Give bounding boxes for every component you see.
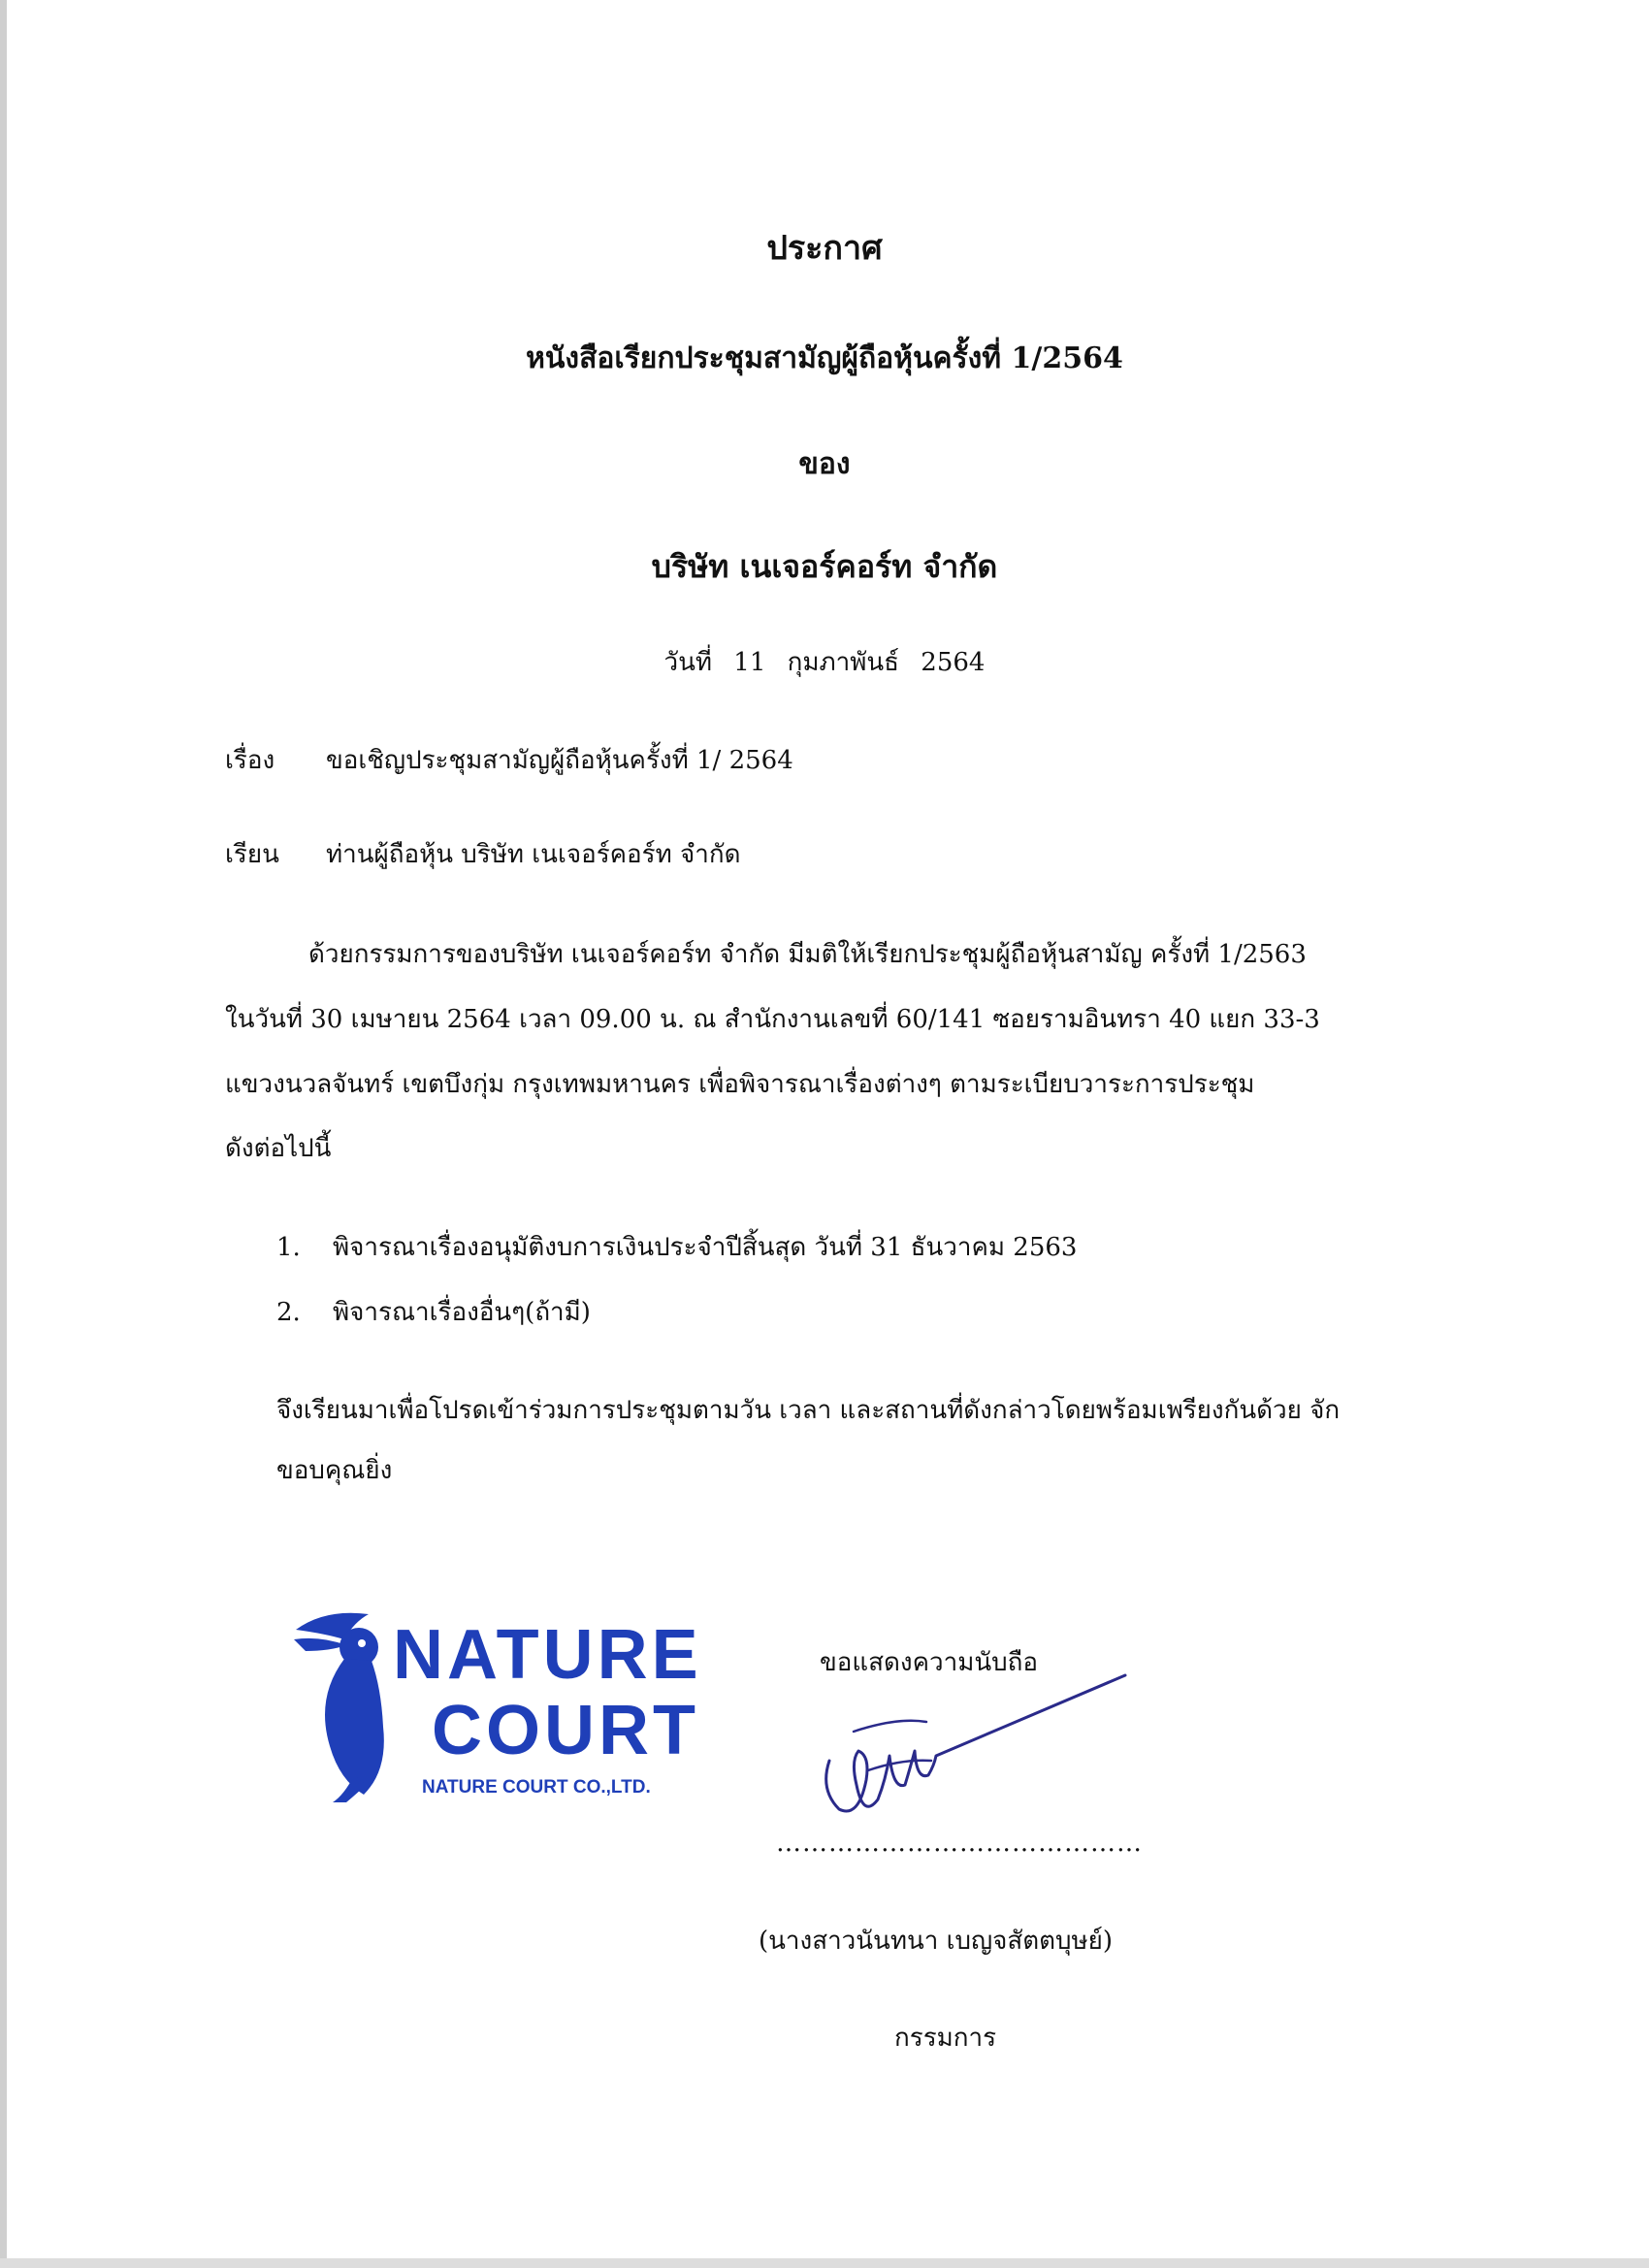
subject-row bbox=[225, 740, 793, 780]
body-line: ในวันที่ 30 เมษายน 2564 เวลา 09.00 น. ณ สำนักงานเลขที่ 60/141 ซอยรามอินทรา 40 แยก 33-3 bbox=[225, 1005, 1320, 1034]
stamp-line1: NATURE bbox=[393, 1616, 702, 1694]
company-name: บริษัท เนเจอร์คอร์ท จำกัด bbox=[651, 548, 998, 585]
sign-off-greeting: ขอแสดงความนับถือ bbox=[820, 1648, 1038, 1677]
to-row bbox=[225, 834, 741, 874]
closing-line: จึงเรียนมาเพื่อโปรดเข้าร่วมการประชุมตามวัน เวลา และสถานที่ดังกล่าวโดยพร้อมเพรียงกันด้วย จัก bbox=[276, 1396, 1341, 1425]
subject-text: ขอเชิญประชุมสามัญผู้ถือหุ้นครั้งที่ 1/ 2564 bbox=[326, 746, 793, 775]
body-line: ดังต่อไปนี้ bbox=[225, 1134, 332, 1163]
stamp-line2: COURT bbox=[432, 1692, 699, 1769]
agenda-number: 2. bbox=[276, 1298, 301, 1327]
to-label: เรียน bbox=[225, 840, 279, 869]
signer-name: (นางสาวนันทนา เบญจสัตตบุษย์) bbox=[759, 1927, 1114, 1956]
to-text: ท่านผู้ถือหุ้น บริษัท เนเจอร์คอร์ท จำกัด bbox=[326, 840, 741, 869]
company-stamp bbox=[286, 1601, 766, 1804]
scan-edge-bottom bbox=[0, 2258, 1649, 2268]
closing-line: ขอบคุณยิ่ง bbox=[276, 1456, 393, 1485]
body-line: แขวงนวลจันทร์ เขตบึงกุ่ม กรุงเทพมหานคร เพื่อพิจารณาเรื่องต่างๆ ตามระเบียบวาระการประชุม bbox=[225, 1070, 1255, 1099]
signer-role: กรรมการ bbox=[894, 2024, 997, 2053]
handwritten-signature bbox=[810, 1664, 1130, 1838]
subject-label: เรื่อง bbox=[225, 746, 275, 775]
document-subtitle: หนังสือเรียกประชุมสามัญผู้ถือหุ้นครั้งที่ 1/2564 bbox=[526, 341, 1123, 375]
document-of: ของ bbox=[798, 447, 851, 481]
agenda-text: พิจารณาเรื่องอนุมัติงบการเงินประจำปีสิ้นสุด วันที่ 31 ธันวาคม 2563 bbox=[333, 1233, 1078, 1262]
signature-line: …………………………………… bbox=[776, 1829, 1143, 1858]
stamp-line3: NATURE COURT CO.,LTD. bbox=[422, 1777, 651, 1798]
hornbill-icon bbox=[294, 1613, 384, 1802]
agenda-item bbox=[276, 1292, 591, 1332]
agenda-text: พิจารณาเรื่องอื่นๆ(ถ้ามี) bbox=[333, 1298, 591, 1327]
document-title: ประกาศ bbox=[766, 229, 883, 268]
agenda-number: 1. bbox=[276, 1233, 301, 1262]
body-line: ด้วยกรรมการของบริษัท เนเจอร์คอร์ท จำกัด มีมติให้เรียกประชุมผู้ถือหุ้นสามัญ ครั้งที่ 1/2563 bbox=[308, 940, 1307, 969]
document-date: วันที่ 11 กุมภาพันธ์ 2564 bbox=[663, 648, 986, 677]
agenda-item bbox=[276, 1227, 1077, 1267]
